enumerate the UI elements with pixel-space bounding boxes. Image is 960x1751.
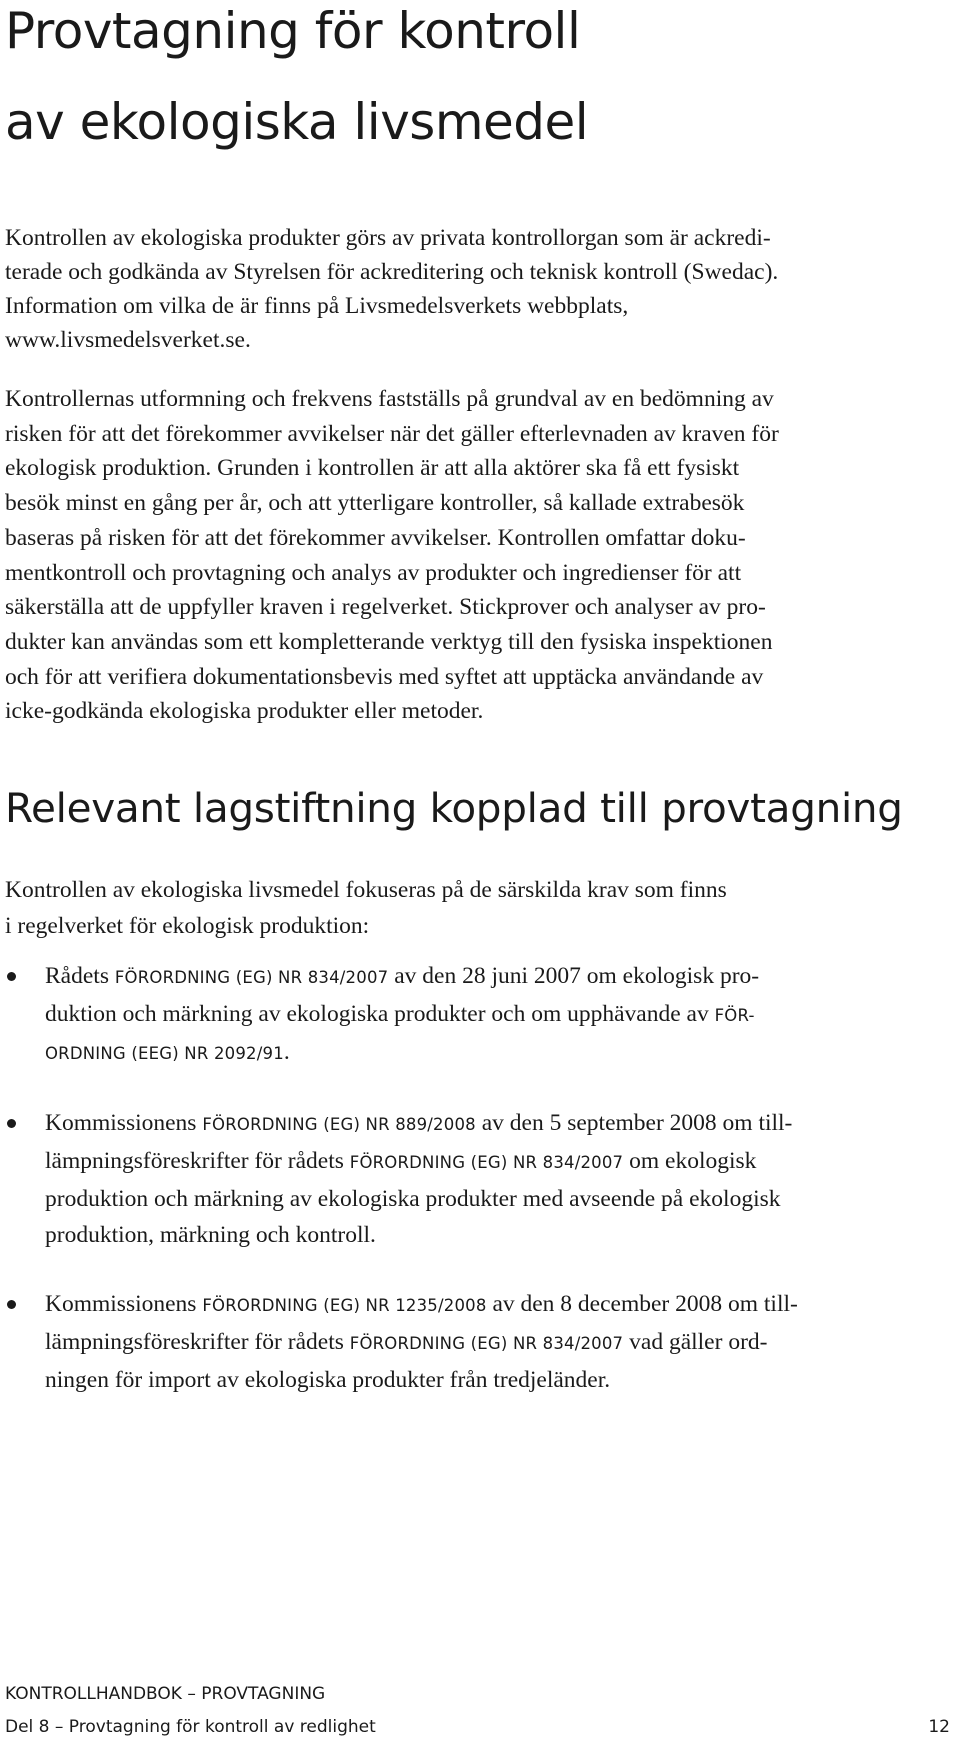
page-number: 12 <box>928 1717 950 1737</box>
footer-section-row <box>5 1711 950 1744</box>
lead-paragraph <box>5 872 950 944</box>
list-item-line: produktion, märkning och kontroll. <box>45 1222 376 1249</box>
footer-section-title: Del 8 – Provtagning för kontroll av redlighet <box>5 1717 376 1737</box>
bullet-icon <box>7 972 16 981</box>
list-item-line <box>45 1324 950 1362</box>
text-run: av den 5 september 2008 om till- <box>475 1110 793 1137</box>
list-item <box>5 1286 950 1398</box>
text-run: duktion och märkning av ekologiska produkter och om upphävande av <box>45 1001 715 1028</box>
list-item-line <box>45 958 950 996</box>
page-title-line-1: Provtagning för kontroll <box>5 2 581 60</box>
regulation-reference: FÖRORDNING (EG) NR 834/2007 <box>114 968 389 988</box>
legislation-list <box>5 958 950 1398</box>
list-item-line <box>45 1143 950 1181</box>
control-frequency-paragraph <box>5 382 950 729</box>
paragraph-line: risken för att det förekommer avvikelser när det gäller efterlevnaden av kraven för <box>5 420 779 447</box>
intro-line: terade och godkända av Styrelsen för ackreditering och teknisk kontroll (Swedac). <box>5 259 779 285</box>
text-run: Kommissionens <box>45 1110 203 1137</box>
section-heading: Relevant lagstiftning kopplad till provtagning <box>5 784 903 833</box>
regulation-reference: FÖR- <box>714 1006 755 1026</box>
intro-line-url: www.livsmedelsverket.se. <box>5 327 251 353</box>
bullet-icon <box>7 1119 16 1128</box>
paragraph-line: ekologisk produktion. Grunden i kontrollen är att alla aktörer ska få ett fysiskt <box>5 455 740 482</box>
paragraph-line: och för att verifiera dokumentationsbevis med syftet att upptäcka användande av <box>5 663 764 690</box>
document-page <box>5 0 950 1431</box>
list-item-line: ningen för import av ekologiska produkter från tredjeländer. <box>45 1367 611 1394</box>
list-item-line <box>45 1105 950 1143</box>
bullet-icon <box>7 1300 16 1309</box>
text-run: av den 28 juni 2007 om ekologisk pro- <box>388 963 760 990</box>
page-title <box>5 0 950 168</box>
regulation-reference: FÖRORDNING (EG) NR 834/2007 <box>349 1153 624 1173</box>
page-title-line-2: av ekologiska livsmedel <box>5 93 589 151</box>
intro-line: Kontrollen av ekologiska produkter görs av privata kontrollorgan som är ackredi- <box>5 225 771 251</box>
text-run: om ekologisk <box>623 1148 757 1175</box>
text-run: lämpningsföreskrifter för rådets <box>45 1329 350 1356</box>
text-run: lämpningsföreskrifter för rådets <box>45 1148 350 1175</box>
regulation-reference: ORDNING (EEG) NR 2092/91 <box>45 1044 284 1064</box>
list-item <box>5 958 950 1072</box>
list-item-line <box>45 1286 950 1324</box>
paragraph-line: icke-godkända ekologiska produkter eller metoder. <box>5 698 484 725</box>
text-run: av den 8 december 2008 om till- <box>486 1291 798 1318</box>
regulation-reference: FÖRORDNING (EG) NR 889/2008 <box>202 1115 476 1135</box>
page-footer <box>5 1678 950 1744</box>
text-run: Kommissionens <box>45 1291 203 1318</box>
regulation-reference: FÖRORDNING (EG) NR 834/2007 <box>349 1334 624 1354</box>
list-item-line: produktion och märkning av ekologiska produkter med avseende på ekologisk <box>45 1186 781 1213</box>
list-item-line <box>45 1034 950 1072</box>
paragraph-line: baseras på risken för att det förekommer avvikelser. Kontrollen omfattar doku- <box>5 524 746 551</box>
lead-line: Kontrollen av ekologiska livsmedel fokuseras på de särskilda krav som finns <box>5 877 727 904</box>
paragraph-line: besök minst en gång per år, och att ytterligare kontroller, så kallade extrabesök <box>5 490 745 517</box>
list-item-line <box>45 996 950 1034</box>
text-run: vad gäller ord- <box>623 1329 768 1356</box>
list-item <box>5 1105 950 1253</box>
lead-line: i regelverket för ekologisk produktion: <box>5 913 370 940</box>
paragraph-line: Kontrollernas utformning och frekvens fastställs på grundval av en bedömning av <box>5 386 774 412</box>
footer-handbook-title: KONTROLLHANDBOK – PROVTAGNING <box>5 1684 326 1704</box>
text-run: . <box>283 1039 290 1066</box>
paragraph-line: säkerställa att de uppfyller kraven i regelverket. Stickprover och analyser av pro- <box>5 594 766 621</box>
intro-paragraph <box>5 221 935 357</box>
intro-line: Information om vilka de är finns på Livsmedelsverkets webbplats, <box>5 293 629 319</box>
paragraph-line: dukter kan användas som ett kompletterande verktyg till den fysiska inspektionen <box>5 628 773 655</box>
regulation-reference: FÖRORDNING (EG) NR 1235/2008 <box>202 1296 487 1316</box>
paragraph-line: mentkontroll och provtagning och analys av produkter och ingredienser för att <box>5 559 742 586</box>
text-run: Rådets <box>45 963 115 990</box>
